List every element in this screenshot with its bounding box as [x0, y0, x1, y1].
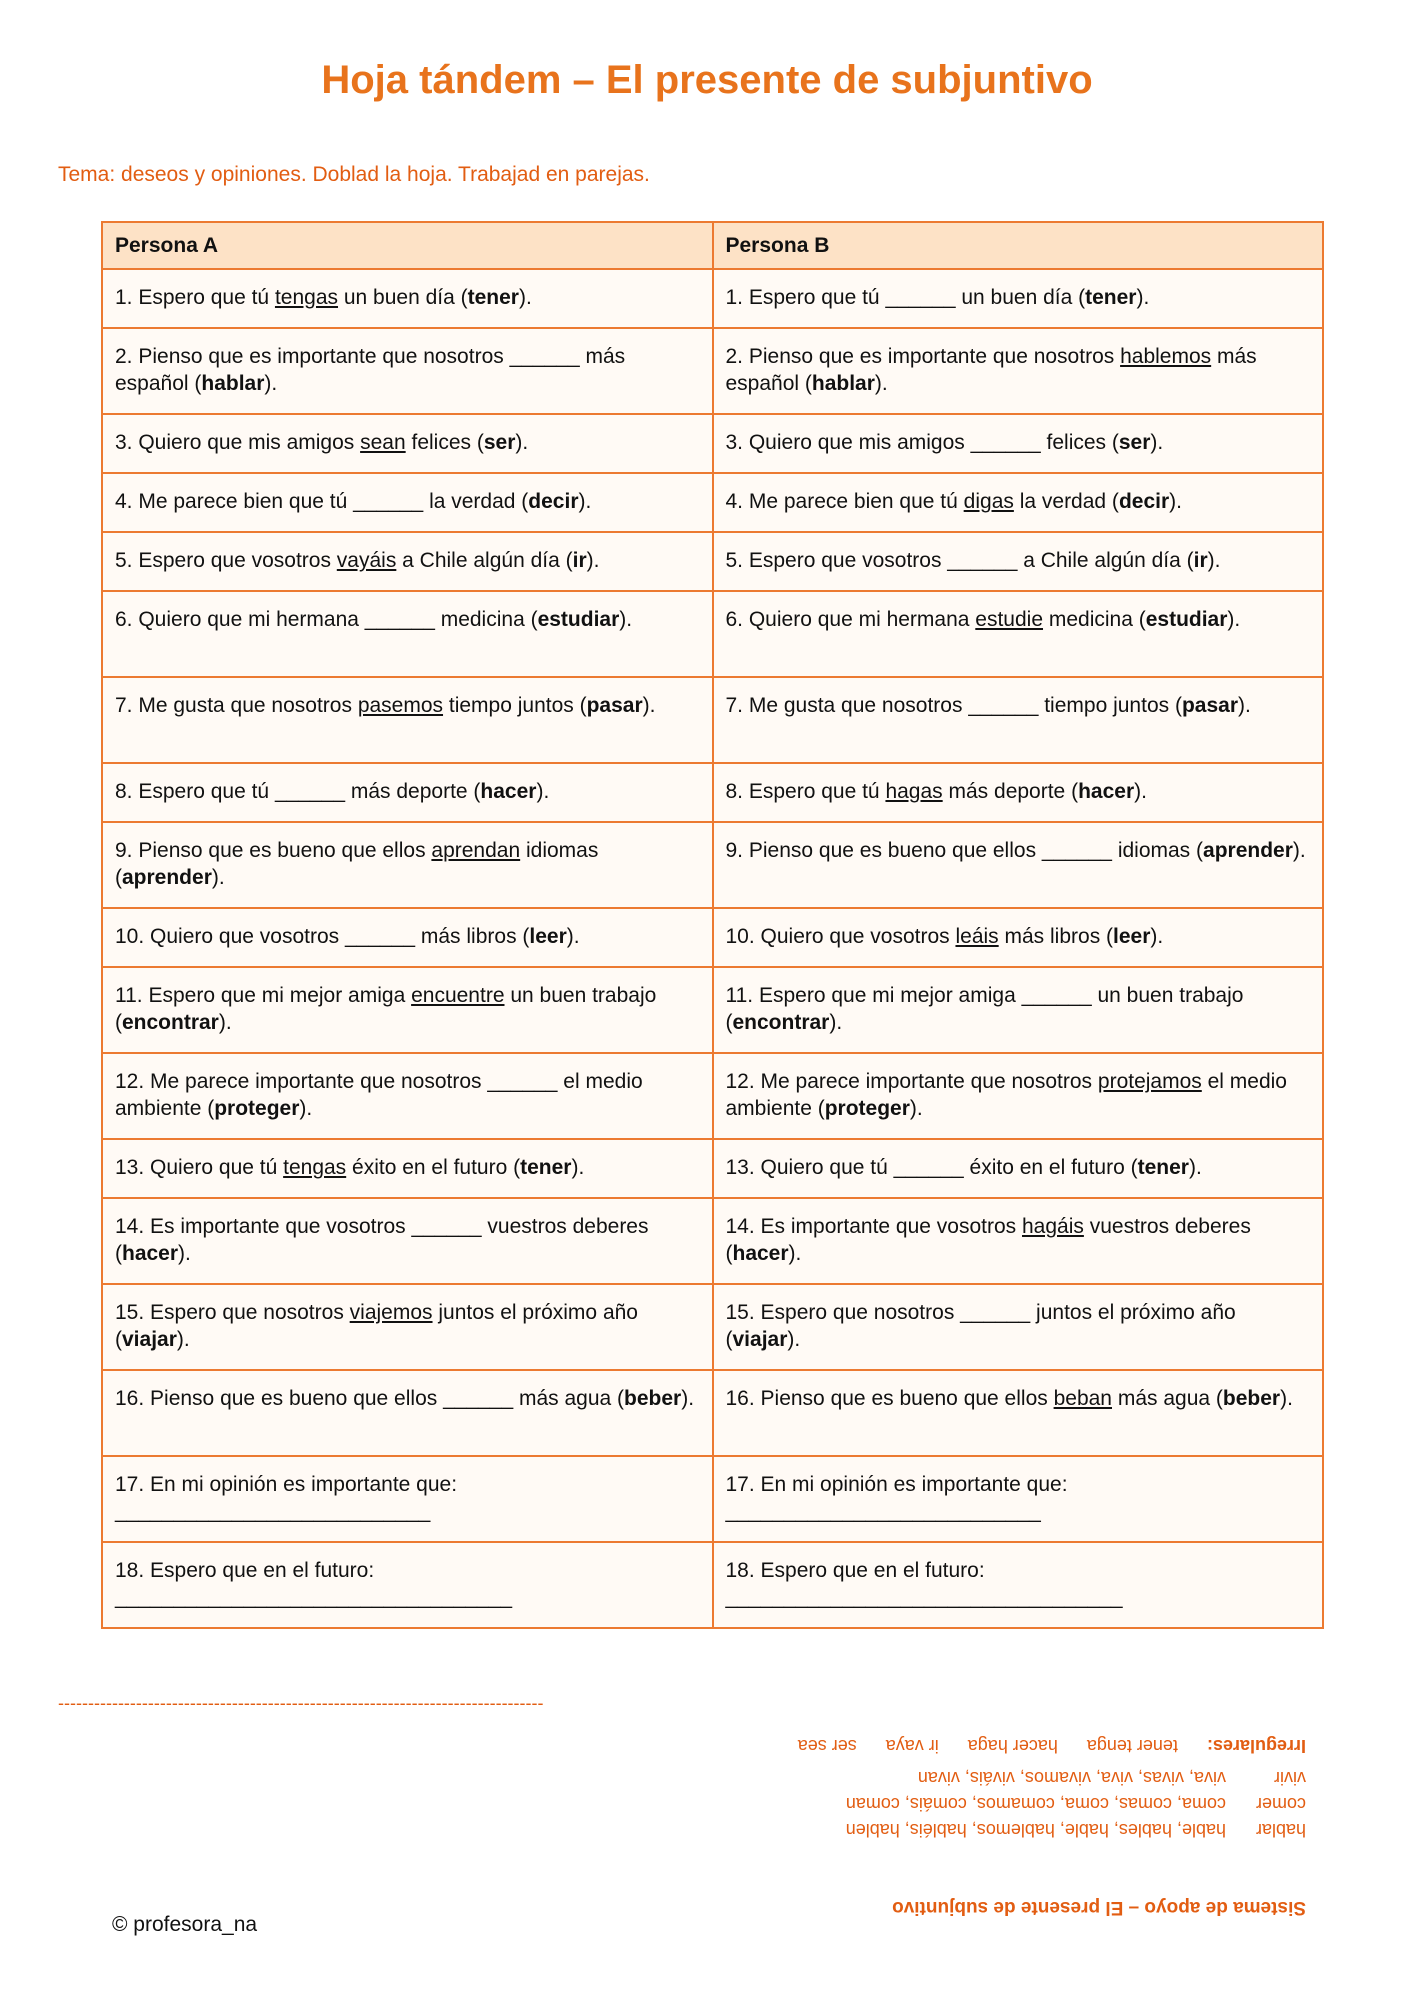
table-row	[102, 532, 1323, 591]
cell-persona-a	[102, 677, 713, 763]
infinitive: ser	[483, 431, 516, 454]
irregular-pair: ser sea	[797, 1736, 857, 1756]
answer-word: viajemos	[349, 1301, 433, 1324]
cell-persona-b	[713, 414, 1324, 473]
header-persona-b: Persona B	[713, 222, 1324, 269]
infinitive: encontrar	[122, 1011, 219, 1034]
infinitive: decir	[1118, 490, 1170, 513]
fold-cut-line: ---------------------------------------------------------------------------------	[58, 1693, 544, 1713]
cell-persona-a	[102, 1198, 713, 1284]
sentence-text: 14. Es importante que vosotros ______ vuestros deberes (	[115, 1215, 649, 1265]
sentence-text: ).	[909, 1097, 923, 1120]
sentence-text: ).	[1150, 925, 1164, 948]
cell-persona-b	[713, 822, 1324, 908]
answer-word: leáis	[955, 925, 999, 948]
infinitive: pasar	[1181, 694, 1238, 717]
header-persona-a: Persona A	[102, 222, 713, 269]
answer-word: digas	[963, 490, 1014, 513]
sentence-text: ).	[1188, 1156, 1202, 1179]
table-row	[102, 1198, 1323, 1284]
sentence-text: un buen día (	[338, 286, 468, 309]
conjugation-verb: vivir	[1274, 1768, 1306, 1788]
sentence-text: más español (	[725, 345, 1257, 395]
support-box	[80, 1718, 1306, 1918]
sentence-text: 6. Quiero que mi hermana ______ medicina (	[115, 608, 538, 631]
table-row	[102, 473, 1323, 532]
infinitive: encontrar	[732, 1011, 830, 1034]
sentence-text: ).	[566, 925, 580, 948]
sentence-text: 8. Espero que tú	[725, 780, 886, 803]
sentence-text: a Chile algún día (	[396, 549, 573, 572]
sentence-text: 1. Espero que tú	[115, 286, 275, 309]
table-row	[102, 677, 1323, 763]
sentence-text: 11. Espero que mi mejor amiga ______ un buen trabajo (	[725, 984, 1244, 1034]
sentence-text: 14. Es importante que vosotros	[725, 1215, 1022, 1238]
infinitive: estudiar	[537, 608, 620, 631]
conjugation-row	[846, 1793, 1306, 1814]
conjugation-row	[918, 1767, 1306, 1788]
sentence-text: ).	[1227, 608, 1241, 631]
cell-persona-a	[102, 328, 713, 414]
answer-word: tengas	[283, 1156, 347, 1179]
tandem-rows	[102, 269, 1323, 1628]
cell-persona-a	[102, 532, 713, 591]
cell-persona-b	[713, 677, 1324, 763]
sentence-text: ).	[1292, 839, 1306, 862]
sentence-text: 15. Espero que nosotros ______ juntos el próximo año (	[725, 1301, 1236, 1351]
sentence-text: ).	[642, 694, 656, 717]
infinitive: viajar	[732, 1328, 788, 1351]
cell-persona-b	[713, 269, 1324, 328]
infinitive: ser	[1118, 431, 1151, 454]
sentence-text: ).	[1169, 490, 1182, 513]
sentence-text: 2. Pienso que es importante que nosotros	[725, 345, 1121, 368]
infinitive: aprender	[122, 866, 212, 889]
answer-word: pasemos	[357, 694, 444, 717]
infinitive: pasar	[586, 694, 643, 717]
infinitive: leer	[529, 925, 567, 948]
infinitive: proteger	[214, 1097, 300, 1120]
sentence-text: más libros (	[998, 925, 1114, 948]
sentence-text: ).	[788, 1242, 802, 1265]
sentence-text: ).	[299, 1097, 313, 1120]
cell-persona-b	[713, 1370, 1324, 1456]
sentence-text: el medio ambiente (	[725, 1070, 1287, 1120]
answer-word: vayáis	[336, 549, 397, 572]
answer-word: hagas	[885, 780, 943, 803]
sentence-text: ).	[578, 490, 592, 513]
irregular-pair: hacer haga	[967, 1736, 1058, 1756]
cell-persona-a	[102, 822, 713, 908]
cell-persona-b	[713, 1139, 1324, 1198]
table-row	[102, 1542, 1323, 1628]
infinitive: leer	[1113, 925, 1151, 948]
infinitive: hacer	[480, 780, 537, 803]
sentence-text: 4. Me parece bien que tú	[725, 490, 964, 513]
sentence-text: ).	[515, 431, 529, 454]
conjugation-forms: hable, hables, hable, hablemos, habléis, hablen	[845, 1820, 1226, 1840]
cell-persona-a	[102, 473, 713, 532]
cell-persona-a	[102, 763, 713, 822]
cell-persona-b	[713, 908, 1324, 967]
sentence-text: ).	[586, 549, 600, 572]
sentence-text: ).	[829, 1011, 843, 1034]
sentence-text: ).	[1207, 549, 1221, 572]
infinitive: ir	[1193, 549, 1208, 572]
sentence-text: ).	[1238, 694, 1251, 717]
irregulars-label: Irregulares:	[1206, 1736, 1306, 1756]
infinitive: tener	[467, 286, 519, 309]
cell-persona-a	[102, 414, 713, 473]
table-row	[102, 822, 1323, 908]
sentence-text: 7. Me gusta que nosotros	[115, 694, 358, 717]
infinitive: hacer	[732, 1242, 789, 1265]
sentence-text: un buen trabajo (	[115, 984, 657, 1034]
sentence-text: 11. Espero que mi mejor amiga	[115, 984, 412, 1007]
cell-persona-b	[713, 1053, 1324, 1139]
sentence-text: juntos el próximo año (	[115, 1301, 638, 1351]
conjugation-row	[846, 1819, 1306, 1840]
sentence-text: ).	[1134, 780, 1147, 803]
infinitive: tener	[520, 1156, 572, 1179]
sentence-text: 16. Pienso que es bueno que ellos ______ más agua (	[115, 1387, 625, 1410]
sentence-text: más agua (	[1112, 1387, 1223, 1410]
sentence-text: 2. Pienso que es importante que nosotros ______ más español (	[115, 345, 626, 395]
sentence-text: ).	[619, 608, 633, 631]
cell-persona-a	[102, 591, 713, 677]
sentence-text: tiempo juntos (	[443, 694, 587, 717]
infinitive: aprender	[1203, 839, 1293, 862]
sentence-text: 16. Pienso que es bueno que ellos	[725, 1387, 1054, 1410]
sentence-text: 6. Quiero que mi hermana	[725, 608, 976, 631]
instructions: Tema: deseos y opiniones. Doblad la hoja. Trabajad en parejas.	[58, 163, 650, 186]
sentence-text: 10. Quiero que vosotros ______ más libros (	[115, 925, 530, 948]
sentence-text: ).	[518, 286, 532, 309]
conjugation-verb: hablar	[1255, 1820, 1306, 1840]
cell-persona-b	[713, 1198, 1324, 1284]
sentence-text: 5. Espero que vosotros ______ a Chile algún día (	[725, 549, 1194, 572]
table-row	[102, 328, 1323, 414]
irregular-pair: ir vaya	[885, 1736, 939, 1756]
cell-persona-a	[102, 1542, 713, 1628]
answer-word: hagáis	[1022, 1215, 1084, 1238]
cell-persona-a	[102, 908, 713, 967]
cell-persona-a	[102, 967, 713, 1053]
sentence-text: ).	[218, 1011, 232, 1034]
cell-persona-b	[713, 532, 1324, 591]
sentence-text: 4. Me parece bien que tú ______ la verdad (	[115, 490, 529, 513]
sentence-text: 18. Espero que en el futuro: __________________________________	[115, 1559, 513, 1609]
sentence-text: 3. Quiero que mis amigos ______ felices (	[725, 431, 1119, 454]
cell-persona-a	[102, 269, 713, 328]
infinitive: decir	[528, 490, 579, 513]
table-row	[102, 414, 1323, 473]
infinitive: tener	[1085, 286, 1137, 309]
sentence-text: 18. Espero que en el futuro: __________________________________	[725, 1559, 1123, 1609]
sentence-text: ).	[681, 1387, 695, 1410]
sentence-text: 13. Quiero que tú	[115, 1156, 284, 1179]
irregular-pair: tener tenga	[1086, 1736, 1178, 1756]
irregulars-row	[798, 1735, 1306, 1756]
answer-word: encuentre	[411, 984, 505, 1007]
sentence-text: idiomas (	[115, 839, 599, 889]
infinitive: hacer	[122, 1242, 179, 1265]
conjugation-forms: coma, comas, coma, comamos, comáis, coman	[845, 1794, 1226, 1814]
tandem-table	[101, 221, 1324, 1629]
table-row	[102, 967, 1323, 1053]
sentence-text: ).	[176, 1328, 190, 1351]
sentence-text: 3. Quiero que mis amigos	[115, 431, 361, 454]
page-title: Hoja tándem – El presente de subjuntivo	[321, 58, 1093, 102]
answer-word: aprendan	[431, 839, 521, 862]
cell-persona-a	[102, 1284, 713, 1370]
infinitive: tener	[1137, 1156, 1189, 1179]
conjugation-verb: comer	[1255, 1794, 1306, 1814]
cell-persona-b	[713, 1284, 1324, 1370]
sentence-text: 13. Quiero que tú ______ éxito en el futuro (	[725, 1156, 1138, 1179]
cell-persona-b	[713, 591, 1324, 677]
sentence-text: medicina (	[1043, 608, 1146, 631]
answer-word: estudie	[975, 608, 1044, 631]
cell-persona-b	[713, 1456, 1324, 1542]
sentence-text: ).	[1280, 1387, 1293, 1410]
sentence-text: 7. Me gusta que nosotros ______ tiempo juntos (	[725, 694, 1182, 717]
infinitive: proteger	[824, 1097, 910, 1120]
sentence-text: ).	[1150, 431, 1164, 454]
sentence-text: 1. Espero que tú ______ un buen día (	[725, 286, 1086, 309]
support-title: Sistema de apoyo – El presente de subjuntivo	[892, 1897, 1306, 1918]
sentence-text: ).	[211, 866, 225, 889]
sentence-text: 12. Me parece importante que nosotros ______ el medio ambiente (	[115, 1070, 643, 1120]
infinitive: viajar	[122, 1328, 177, 1351]
sentence-text: la verdad (	[1013, 490, 1119, 513]
sentence-text: 17. En mi opinión es importante que: ___________________________	[115, 1473, 458, 1523]
answer-word: beban	[1053, 1387, 1112, 1410]
cell-persona-b	[713, 967, 1324, 1053]
table-row	[102, 1370, 1323, 1456]
infinitive: ir	[572, 549, 587, 572]
table-row	[102, 908, 1323, 967]
table-row	[102, 763, 1323, 822]
table-row	[102, 591, 1323, 677]
answer-word: hablemos	[1120, 345, 1212, 368]
sentence-text: 9. Pienso que es bueno que ellos	[115, 839, 432, 862]
sentence-text: éxito en el futuro (	[346, 1156, 521, 1179]
table-row	[102, 1456, 1323, 1542]
sentence-text: ).	[536, 780, 550, 803]
conjugation-forms: viva, vivas, viva, vivamos, viváis, vivan	[917, 1768, 1226, 1788]
sentence-text: ).	[787, 1328, 801, 1351]
answer-word: protejamos	[1097, 1070, 1202, 1093]
table-row	[102, 1284, 1323, 1370]
sentence-text: 12. Me parece importante que nosotros	[725, 1070, 1098, 1093]
cell-persona-a	[102, 1053, 713, 1139]
cell-persona-b	[713, 328, 1324, 414]
infinitive: beber	[624, 1387, 682, 1410]
table-row	[102, 1139, 1323, 1198]
answer-word: sean	[360, 431, 406, 454]
copyright: © profesora_na	[112, 1913, 258, 1936]
cell-persona-b	[713, 1542, 1324, 1628]
answer-word: tengas	[274, 286, 339, 309]
sentence-text: 5. Espero que vosotros	[115, 549, 337, 572]
sentence-text: 9. Pienso que es bueno que ellos ______ idiomas (	[725, 839, 1204, 862]
cell-persona-a	[102, 1370, 713, 1456]
infinitive: beber	[1222, 1387, 1281, 1410]
sentence-text: 8. Espero que tú ______ más deporte (	[115, 780, 481, 803]
infinitive: hablar	[811, 372, 875, 395]
cell-persona-b	[713, 473, 1324, 532]
sentence-text: ).	[264, 372, 278, 395]
sentence-text: felices (	[405, 431, 484, 454]
sentence-text: ).	[874, 372, 888, 395]
cell-persona-a	[102, 1456, 713, 1542]
sentence-text: ).	[571, 1156, 585, 1179]
infinitive: hacer	[1078, 780, 1135, 803]
sentence-text: 15. Espero que nosotros	[115, 1301, 350, 1324]
sentence-text: 10. Quiero que vosotros	[725, 925, 956, 948]
infinitive: hablar	[201, 372, 265, 395]
sentence-text: vuestros deberes (	[725, 1215, 1251, 1265]
sentence-text: ).	[1136, 286, 1150, 309]
table-row	[102, 269, 1323, 328]
sentence-text: más deporte (	[942, 780, 1079, 803]
sentence-text: ).	[178, 1242, 191, 1265]
infinitive: estudiar	[1145, 608, 1228, 631]
table-row	[102, 1053, 1323, 1139]
cell-persona-a	[102, 1139, 713, 1198]
cell-persona-b	[713, 763, 1324, 822]
sentence-text: 17. En mi opinión es importante que: ___________________________	[725, 1473, 1068, 1523]
